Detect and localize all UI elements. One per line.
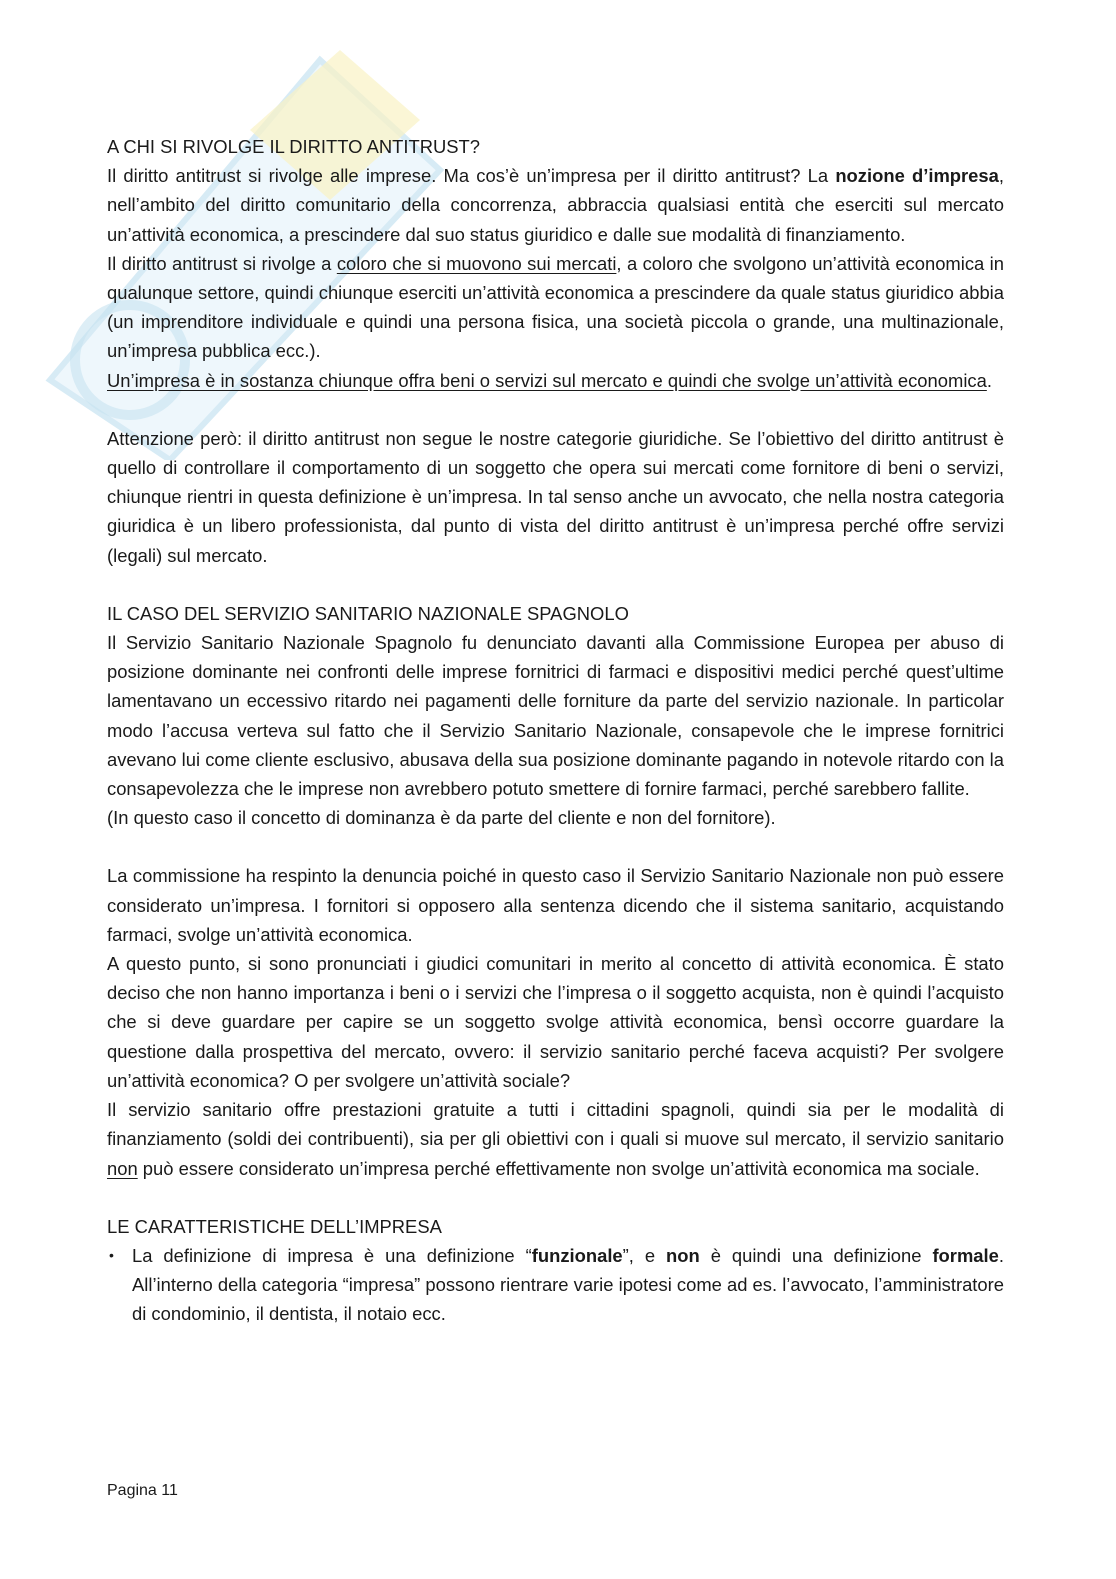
page-number: Pagina 11 bbox=[107, 1482, 178, 1499]
paragraph: (In questo caso il concetto di dominanza è da parte del cliente e non del fornitore). bbox=[107, 807, 776, 829]
paragraph: Un’impresa è in sostanza chiunque offra beni o servizi sul mercato e quindi che svolge un’attività economica. bbox=[107, 369, 992, 391]
document-body bbox=[107, 132, 1004, 1329]
paragraph: A questo punto, si sono pronunciati i giudici comunitari in merito al concetto di attività economica. È stato deciso che non hanno importanza i beni o i servizi che l’impresa o il soggetto acquista, non è quindi l’acquisto che si deve guardare per capire se un soggetto svolge attività economica, bensì occorre guardare la questione dalla prospettiva del mercato, ovvero: il servizio sanitario perché faceva acquisti? Per svolgere un’attività economica? O per svolgere un’attività sociale? bbox=[107, 953, 1004, 1091]
paragraph: Il servizio sanitario offre prestazioni gratuite a tutti i cittadini spagnoli, quindi sia per le modalità di finanziamento (soldi dei contribuenti), sia per gli obiettivi con i quali si muove sul mercato, il servizio sanitario non può essere considerato un’impresa perché effettivamente non svolge un’attività economica ma sociale. bbox=[107, 1099, 1004, 1179]
paragraph: Il Servizio Sanitario Nazionale Spagnolo fu denunciato davanti alla Commissione Europea per abuso di posizione dominante nei confronti delle imprese fornitrici di farmaci e dispositivi medici perché quest’ultime lamentavano un eccessivo ritardo nei pagamenti delle forniture da parte del servizio nazionale. In particolar modo l’accusa verteva sul fatto che il Servizio Sanitario Nazionale, consapevole che le imprese fornitrici avevano lui come cliente esclusivo, abusava della sua posizione dominante pagando in notevole ritardo con la consapevolezza che le imprese non avrebbero potuto smettere di fornire farmaci, perché sarebbero fallite. bbox=[107, 632, 1004, 800]
paragraph: Attenzione però: il diritto antitrust non segue le nostre categorie giuridiche. Se l’obiettivo del diritto antitrust è quello di controllare il comportamento di un soggetto che opera sui mercati come fornitore di beni o servizi, chiunque rientri in questa definizione è un’impresa. In tal senso anche un avvocato, che nella nostra categoria giuridica è un libero professionista, dal punto di vista del diritto antitrust è un’impresa perché offre servizi (legali) sul mercato. bbox=[107, 427, 1004, 566]
paragraph: Il diritto antitrust si rivolge a coloro che si muovono sui mercati, a coloro che svolgono un’attività economica in qualunque settore, quindi chiunque eserciti un’attività economica a prescindere da quale status giuridico abbia (un imprenditore individuale e quindi una persona fisica, una società piccola o grande, una multinazionale, un’impresa pubblica ecc.). bbox=[107, 252, 1004, 362]
list-item: • La definizione di impresa è una definizione “funzionale”, e non è quindi una definizione formale. All’interno della categoria “impresa” possono rientrare varie ipotesi come ad es. l’avvocato, l’amministratore di condominio, il dentista, il notaio ecc. bbox=[107, 1241, 1004, 1329]
bullet-list bbox=[107, 1241, 1004, 1329]
paragraph: Il diritto antitrust si rivolge alle imprese. Ma cos’è un’impresa per il diritto antitrust? La nozione d’impresa, nell’ambito del diritto comunitario della concorrenza, abbraccia qualsiasi entità che eserciti sul mercato un’attività economica, a prescindere dal suo status giuridico e dalle sue modalità di finanziamento. bbox=[107, 165, 1004, 245]
paragraph: La commissione ha respinto la denuncia poiché in questo caso il Servizio Sanitario Nazionale non può essere considerato un’impresa. I fornitori si opposero alla sentenza dicendo che il sistema sanitario, acquistando farmaci, svolge un’attività economica. bbox=[107, 865, 1004, 945]
bullet-icon: • bbox=[109, 1246, 114, 1263]
heading-caratteristiche: LE CARATTERISTICHE DELL’IMPRESA bbox=[107, 1215, 442, 1237]
heading-antitrust: A CHI SI RIVOLGE IL DIRITTO ANTITRUST? bbox=[107, 136, 480, 157]
heading-caso-spagnolo: IL CASO DEL SERVIZIO SANITARIO NAZIONALE SPAGNOLO bbox=[107, 602, 629, 624]
